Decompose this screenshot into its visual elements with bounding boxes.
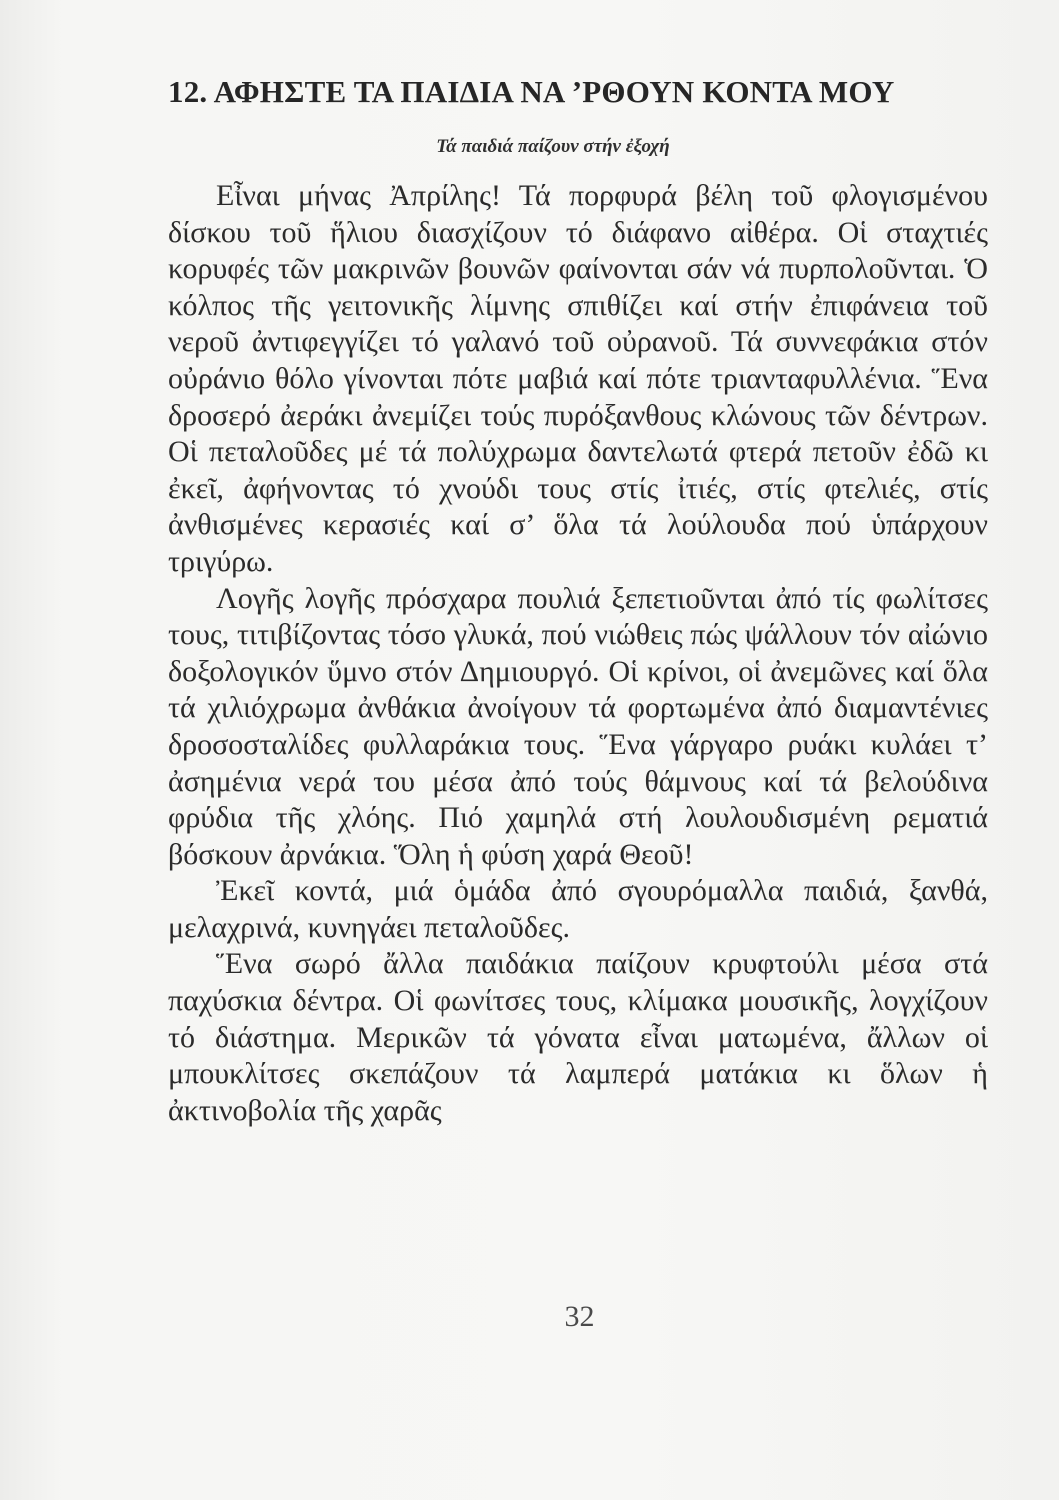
- section-title: Τά παιδιά παίζουν στήν ἐξοχή: [436, 136, 670, 157]
- chapter-title: 12. ΑΦΗΣΤΕ ΤΑ ΠΑΙΔΙΑ ΝΑ ’ΡΘΟΥΝ ΚΟΝΤΑ ΜΟΥ: [168, 74, 895, 109]
- body-text: [168, 178, 988, 1129]
- paragraph: Λογῆς λογῆς πρόσχαρα πουλιά ξεπετιοῦνται ἀπό τίς φωλίτσες τους, τιτιβίζοντας τόσο γλυκά, πού νιώθεις πώς ψάλλουν τόν αἰώνιο δοξολογικόν ὕμνο στόν Δημιουργό. Οἱ κρίνοι, οἱ ἀνεμῶνες καί ὅλα τά χιλιόχρωμα ἀνθάκια ἀνοίγουν τά φορτωμένα ἀπό διαμαντένιες δροσοσταλίδες φυλλαράκια τους. Ἕνα γάργαρο ρυάκι κυλάει τ’ ἀσημένια νερά του μέσα ἀπό τούς θάμνους καί τά βελούδινα φρύδια τῆς χλόης. Πιό χαμηλά στή λουλουδισμένη ρεματιά βόσκουν ἀρνάκια. Ὅλη ἡ φύση χαρά Θεοῦ!: [168, 581, 988, 871]
- paragraph: Εἶναι μήνας Ἀπρίλης! Τά πορφυρά βέλη τοῦ φλογισμένου δίσκου τοῦ ἥλιου διασχίζουν τό διάφανο αἰθέρα. Οἱ σταχτιές κορυφές τῶν μακρινῶν βουνῶν φαίνονται σάν νά πυρπολοῦνται. Ὁ κόλπος τῆς γειτονικῆς λίμνης σπιθίζει καί στήν ἐπιφάνεια τοῦ νεροῦ ἀντιφεγγίζει τό γαλανό τοῦ οὐρανοῦ. Τά συννεφάκια στόν οὐράνιο θόλο γίνονται πότε μαβιά καί πότε τριανταφυλλένια. Ἕνα δροσερό ἀεράκι ἀνεμίζει τούς πυρόξανθους κλώνους τῶν δέντρων. Οἱ πεταλοῦδες μέ τά πολύχρωμα δαντελωτά φτερά πετοῦν ἐδῶ κι ἐκεῖ, ἀφήνοντας τό χνούδι τους στίς ἰτιές, στίς φτελιές, στίς ἀνθισμένες κερασιές καί σ’ ὅλα τά λούλουδα πού ὑπάρχουν τριγύρω.: [168, 179, 988, 578]
- page-content: [168, 70, 988, 1129]
- paragraph: Ἕνα σωρό ἄλλα παιδάκια παίζουν κρυφτούλι μέσα στά παχύσκια δέντρα. Οἱ φωνίτσες τους, κλίμακα μουσικῆς, λογχίζουν τό διάστημα. Μερικῶν τά γόνατα εἶναι ματωμένα, ἄλλων οἱ μπουκλίτσες σκεπάζουν τά λαμπερά ματάκια κι ὅλων ἡ ἀκτινοβολία τῆς χαρᾶς: [168, 947, 988, 1127]
- paragraph: Ἐκεῖ κοντά, μιά ὁμάδα ἀπό σγουρόμαλλα παιδιά, ξανθά, μελαχρινά, κυνηγάει πεταλοῦδες.: [168, 874, 988, 944]
- page-number: 32: [564, 1300, 595, 1333]
